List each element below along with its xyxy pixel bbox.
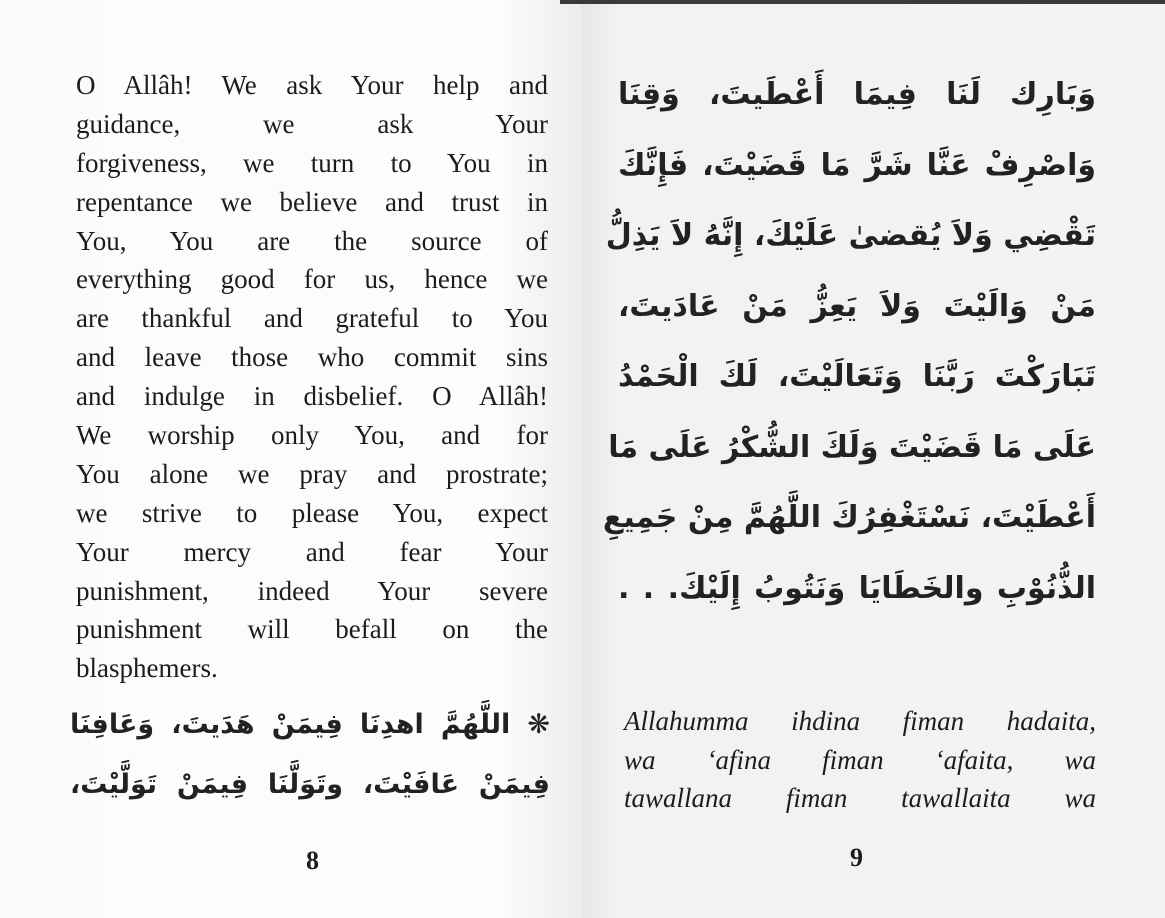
arabic-supplication-right xyxy=(602,60,1096,624)
text-line: we strive to please You, expect xyxy=(76,497,548,528)
text-line: guidance, we ask Your xyxy=(76,108,548,139)
arabic-line: تَبَارَكْتَ رَبَّنَا وَتَعَالَيْتَ، لَكَ الْحَمْدُ xyxy=(618,359,1096,394)
arabic-line: تَقْضِي وَلاَ يُقضىٰ عَلَيْكَ، إِنَّهُ لاَ يَذِلُّ xyxy=(605,218,1096,253)
arabic-line: ❋ اللَّهُمَّ اهدِنَا فِيمَنْ هَدَيتَ، وَعَافِنَا xyxy=(70,709,550,740)
text-line: You alone we pray and prostrate; xyxy=(76,458,548,489)
text-line: Your mercy and fear Your xyxy=(76,536,548,567)
text-line: punishment will befall on the xyxy=(76,614,548,645)
text-line: and leave those who commit sins xyxy=(76,342,548,373)
text-line: You, You are the source of xyxy=(76,225,548,256)
text-line: tawallana fiman tawallaita wa xyxy=(624,783,1096,813)
page-top-edge xyxy=(560,0,1165,4)
english-translation xyxy=(76,66,548,688)
text-line: and indulge in disbelief. O Allâh! xyxy=(76,381,548,412)
arabic-line: وَبَارِك لَنَا فِيمَا أَعْطَيتَ، وَقِنَا xyxy=(618,77,1096,112)
text-line: We worship only You, and for xyxy=(76,420,548,451)
arabic-line: أَعْطَيْتَ، نَسْتَغْفِرُكَ اللَّهُمَّ مِنْ جَمِيعِ xyxy=(602,500,1096,535)
page-number-left: 8 xyxy=(306,846,319,875)
transliteration xyxy=(624,702,1096,818)
text-line: repentance we believe and trust in xyxy=(76,186,548,217)
left-page xyxy=(0,0,582,918)
arabic-line: الذُّنُوْبِ والخَطَايَا وَنَتُوبُ إِلَيْكَ. . . xyxy=(618,570,1096,606)
arabic-line: فِيمَنْ عَافَيْتَ، وتَوَلَّنَا فِيمَنْ تَوَلَّيْتَ، xyxy=(70,769,550,800)
text-line: O Allâh! We ask Your help and xyxy=(76,70,548,100)
text-line: wa ‘afina fiman ‘afaita, wa xyxy=(624,744,1096,775)
text-line: forgiveness, we turn to You in xyxy=(76,147,548,178)
text-line: are thankful and grateful to You xyxy=(76,303,548,334)
text-line: Allahumma ihdina fiman hadaita, xyxy=(624,706,1096,736)
arabic-line: مَنْ وَالَيْتَ وَلاَ يَعِزُّ مَنْ عَادَيتَ، xyxy=(618,288,1096,324)
text-line: everything good for us, hence we xyxy=(76,264,548,295)
arabic-line: وَاصْرِفْ عَنَّا شَرَّ مَا قَضَيْتَ، فَإِنَّكَ xyxy=(618,147,1096,183)
text-line: punishment, indeed Your severe xyxy=(76,575,548,606)
text-line: blasphemers. xyxy=(76,653,218,684)
arabic-supplication-left xyxy=(70,695,550,815)
page-number-right: 9 xyxy=(850,843,863,872)
arabic-line: عَلَى مَا قَضَيْتَ وَلَكَ الشُّكْرُ عَلَى مَا xyxy=(608,429,1096,465)
